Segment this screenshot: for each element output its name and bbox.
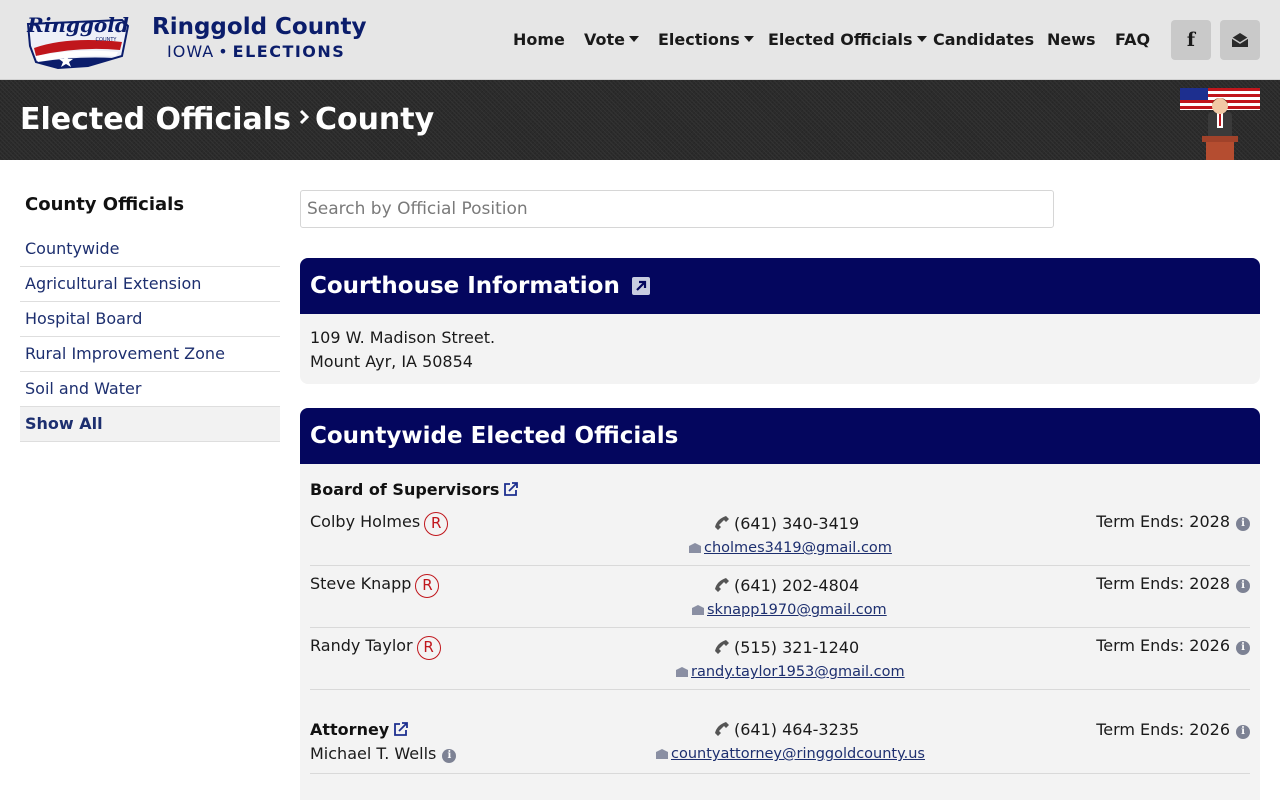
info-icon[interactable]: i (1236, 517, 1250, 531)
brand-title[interactable]: Ringgold County (152, 14, 367, 40)
official-email-link[interactable] (691, 602, 887, 618)
nav-elections[interactable] (658, 30, 754, 49)
official-name (310, 512, 448, 536)
official-email-text: sknapp1970@gmail.com (707, 602, 887, 618)
board-of-supervisors-title (310, 480, 523, 499)
official-phone[interactable] (714, 514, 859, 533)
term-ends-text: Term Ends: 2026 (1096, 636, 1230, 655)
email-icon (691, 604, 705, 616)
official-email-text: randy.taylor1953@gmail.com (691, 664, 905, 680)
nav-elected-officials-label: Elected Officials (768, 30, 913, 49)
svg-text:COUNTY: COUNTY (95, 37, 117, 43)
external-link-icon[interactable] (393, 721, 409, 737)
search-input[interactable] (300, 190, 1054, 228)
sidebar-title: County Officials (25, 194, 185, 215)
courthouse-title: Courthouse Information (310, 273, 620, 299)
email-icon (675, 666, 689, 678)
nav-vote[interactable] (584, 30, 639, 49)
nav-faq-label: FAQ (1115, 30, 1151, 49)
caret-down-icon (744, 36, 754, 42)
attorney-label: Attorney (310, 720, 390, 739)
official-name (310, 636, 441, 660)
email-icon (655, 748, 669, 760)
page-banner (0, 80, 1280, 160)
official-phone-number: (641) 464-3235 (734, 720, 860, 739)
info-icon[interactable]: i (442, 749, 456, 763)
nav-faq[interactable] (1115, 30, 1150, 49)
sidebar-item-agricultural-extension[interactable]: Agricultural Extension (20, 267, 280, 302)
table-row (310, 628, 1250, 690)
table-row (310, 566, 1250, 628)
term-ends-text: Term Ends: 2026 (1096, 720, 1230, 739)
nav-home-label: Home (513, 30, 565, 49)
breadcrumb-county: County (314, 102, 435, 137)
official-email-text: countyattorney@ringgoldcounty.us (671, 746, 925, 762)
countywide-title: Countywide Elected Officials (310, 423, 679, 449)
sidebar-item-show-all[interactable]: Show All (20, 407, 280, 442)
party-badge: R (415, 574, 439, 598)
countywide-card-header (300, 408, 1260, 464)
nav-elections-label: Elections (658, 30, 740, 49)
official-phone-number: (641) 202-4804 (734, 576, 860, 595)
caret-down-icon (917, 36, 927, 42)
phone-icon (714, 577, 730, 593)
nav-news-label: News (1047, 30, 1096, 49)
facebook-button[interactable] (1171, 20, 1211, 60)
official-name-text: Colby Holmes (310, 512, 421, 531)
phone-icon (714, 639, 730, 655)
board-of-supervisors-label: Board of Supervisors (310, 480, 500, 499)
courthouse-address (300, 314, 1260, 384)
breadcrumb (20, 102, 434, 137)
table-row (310, 690, 1250, 774)
countywide-officials-card (300, 408, 1260, 800)
official-email-text: cholmes3419@gmail.com (704, 540, 892, 556)
breadcrumb-elected-officials[interactable]: Elected Officials (20, 102, 291, 137)
speaker-podium-icon (1178, 84, 1262, 160)
official-phone[interactable] (714, 576, 859, 595)
courthouse-card-header (300, 258, 1260, 314)
sidebar-item-countywide[interactable]: Countywide (20, 232, 280, 267)
official-name (310, 744, 456, 763)
caret-down-icon (629, 36, 639, 42)
external-link-icon[interactable] (503, 481, 519, 497)
term-ends (1096, 636, 1250, 655)
official-name-text: Michael T. Wells (310, 744, 437, 763)
official-name (310, 574, 439, 598)
official-phone[interactable] (714, 720, 859, 739)
brand-subtitle (167, 42, 345, 61)
nav-candidates[interactable] (933, 30, 1034, 49)
info-icon[interactable]: i (1236, 641, 1250, 655)
party-badge: R (417, 636, 441, 660)
facebook-icon: f (1186, 29, 1196, 51)
official-phone-number: (515) 321-1240 (734, 638, 860, 657)
phone-icon (714, 721, 730, 737)
official-name-text: Steve Knapp (310, 574, 412, 593)
email-button[interactable] (1220, 20, 1260, 60)
official-email-link[interactable] (688, 540, 892, 556)
term-ends (1096, 720, 1250, 739)
official-phone[interactable] (714, 638, 859, 657)
official-email-link[interactable] (655, 746, 925, 762)
email-icon (1231, 32, 1249, 48)
sidebar-item-rural-improvement-zone[interactable]: Rural Improvement Zone (20, 337, 280, 372)
official-phone-number: (641) 340-3419 (734, 514, 860, 533)
sidebar-item-hospital-board[interactable]: Hospital Board (20, 302, 280, 337)
term-ends-text: Term Ends: 2028 (1096, 512, 1230, 531)
nav-elected-officials[interactable] (768, 30, 927, 49)
svg-text:Ringgold: Ringgold (27, 13, 129, 37)
ringgold-logo-icon[interactable] (18, 6, 138, 72)
term-ends (1096, 574, 1250, 593)
info-icon[interactable]: i (1236, 725, 1250, 739)
chevron-right-icon (299, 109, 309, 125)
term-ends (1096, 512, 1250, 531)
external-link-icon[interactable] (632, 277, 650, 295)
nav-news[interactable] (1047, 30, 1096, 49)
nav-vote-label: Vote (584, 30, 625, 49)
phone-icon (714, 515, 730, 531)
courthouse-card (300, 258, 1260, 384)
official-name-text: Randy Taylor (310, 636, 413, 655)
party-badge: R (424, 512, 448, 536)
table-row (310, 504, 1250, 566)
address-line-1: 109 W. Madison Street. (310, 328, 496, 347)
info-icon[interactable]: i (1236, 579, 1250, 593)
brand-sub-separator: • (218, 42, 229, 61)
attorney-title (310, 720, 413, 739)
address-line-2: Mount Ayr, IA 50854 (310, 352, 473, 371)
nav-home[interactable] (513, 30, 565, 49)
email-icon (688, 542, 702, 554)
nav-candidates-label: Candidates (933, 30, 1035, 49)
term-ends-text: Term Ends: 2028 (1096, 574, 1230, 593)
brand-sub-elections: ELECTIONS (232, 42, 346, 61)
sidebar-nav (20, 232, 280, 442)
brand-sub-state: IOWA (167, 42, 215, 61)
official-email-link[interactable] (675, 664, 905, 680)
sidebar-item-soil-and-water[interactable]: Soil and Water (20, 372, 280, 407)
site-header (0, 0, 1280, 80)
